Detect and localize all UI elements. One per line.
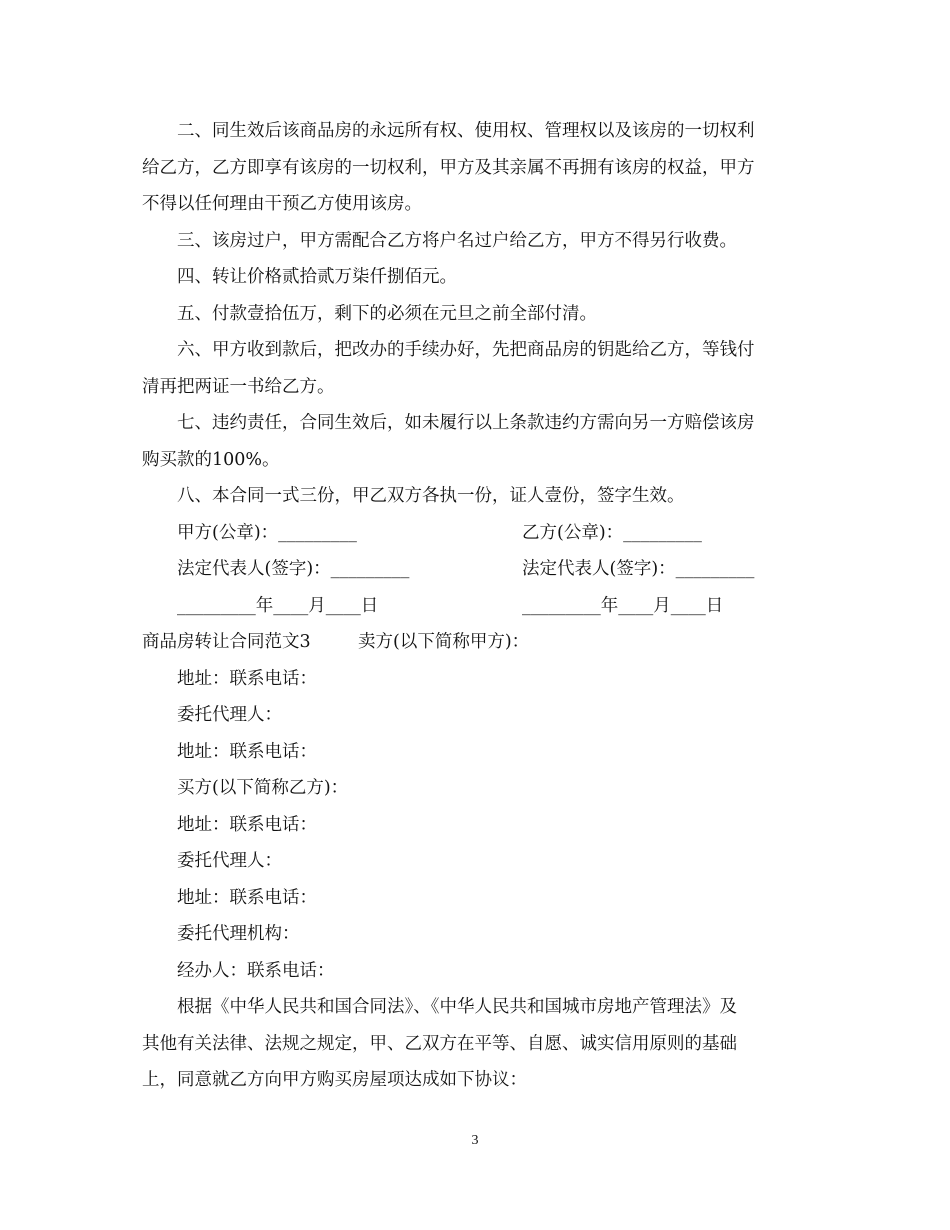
clause-line: 八、本合同一式三份，甲乙双方各执一份，证人壹份，签字生效。 [177,486,685,506]
party-a-date: _________年____月____日 [177,595,379,616]
clause-line: 给乙方，乙方即享有该房的一切权利，甲方及其亲属不再拥有该房的权益，甲方 [142,157,755,178]
clause-line: 购买款的100%。 [142,449,280,470]
seller-label: 卖方(以下简称甲方)： [358,632,530,652]
document-body [142,113,802,1099]
party-a-seal: 甲方(公章)：_________ [177,522,357,543]
signature-rep-row [142,551,802,588]
section-title: 商品房转让合同范文3 [142,632,311,652]
party-b-date: _________年____月____日 [522,595,724,616]
party-a-representative: 法定代表人(签字)：_________ [177,559,410,579]
clause-line: 七、违约责任，合同生效后，如未履行以上条款违约方需向另一方赔偿该房 [177,413,755,433]
party-line: 委托代理机构： [177,924,300,944]
section-heading-line [142,624,802,661]
party-line: 地址：联系电话： [177,668,317,689]
clause-line: 五、付款壹拾伍万，剩下的必须在元旦之前全部付清。 [177,303,597,324]
preamble-line: 上，同意就乙方向甲方购买房屋项达成如下协议： [142,1070,527,1090]
party-line: 委托代理人： [177,705,282,725]
party-line: 地址：联系电话： [177,741,317,762]
preamble-line: 根据《中华人民共和国合同法》、《中华人民共和国城市房地产管理法》及 [177,997,737,1017]
preamble-line: 其他有关法律、法规之规定，甲、乙双方在平等、自愿、诚实信用原则的基础 [142,1033,737,1054]
signature-date-row [142,588,802,625]
clause-line: 清再把两证一书给乙方。 [142,376,335,397]
party-line: 地址：联系电话： [177,814,317,835]
page-number: 3 [471,1133,479,1148]
party-line: 委托代理人： [177,851,282,871]
clause-line: 四、转让价格贰拾贰万柒仟捌佰元。 [177,267,457,287]
clause-line: 三、该房过户，甲方需配合乙方将户名过户给乙方，甲方不得另行收费。 [177,230,737,251]
party-line: 地址：联系电话： [177,887,317,908]
signature-seal-row [142,515,802,552]
clause-line: 六、甲方收到款后，把改办的手续办好，先把商品房的钥匙给乙方，等钱付 [177,340,755,360]
clause-line: 不得以任何理由干预乙方使用该房。 [142,194,422,214]
party-b-seal: 乙方(公章)：_________ [522,522,702,543]
party-line: 买方(以下简称乙方)： [177,778,349,798]
party-line: 经办人：联系电话： [177,960,335,981]
party-b-representative: 法定代表人(签字)：_________ [522,559,755,579]
clause-line: 二、同生效后该商品房的永远所有权、使用权、管理权以及该房的一切权利 [177,121,755,141]
